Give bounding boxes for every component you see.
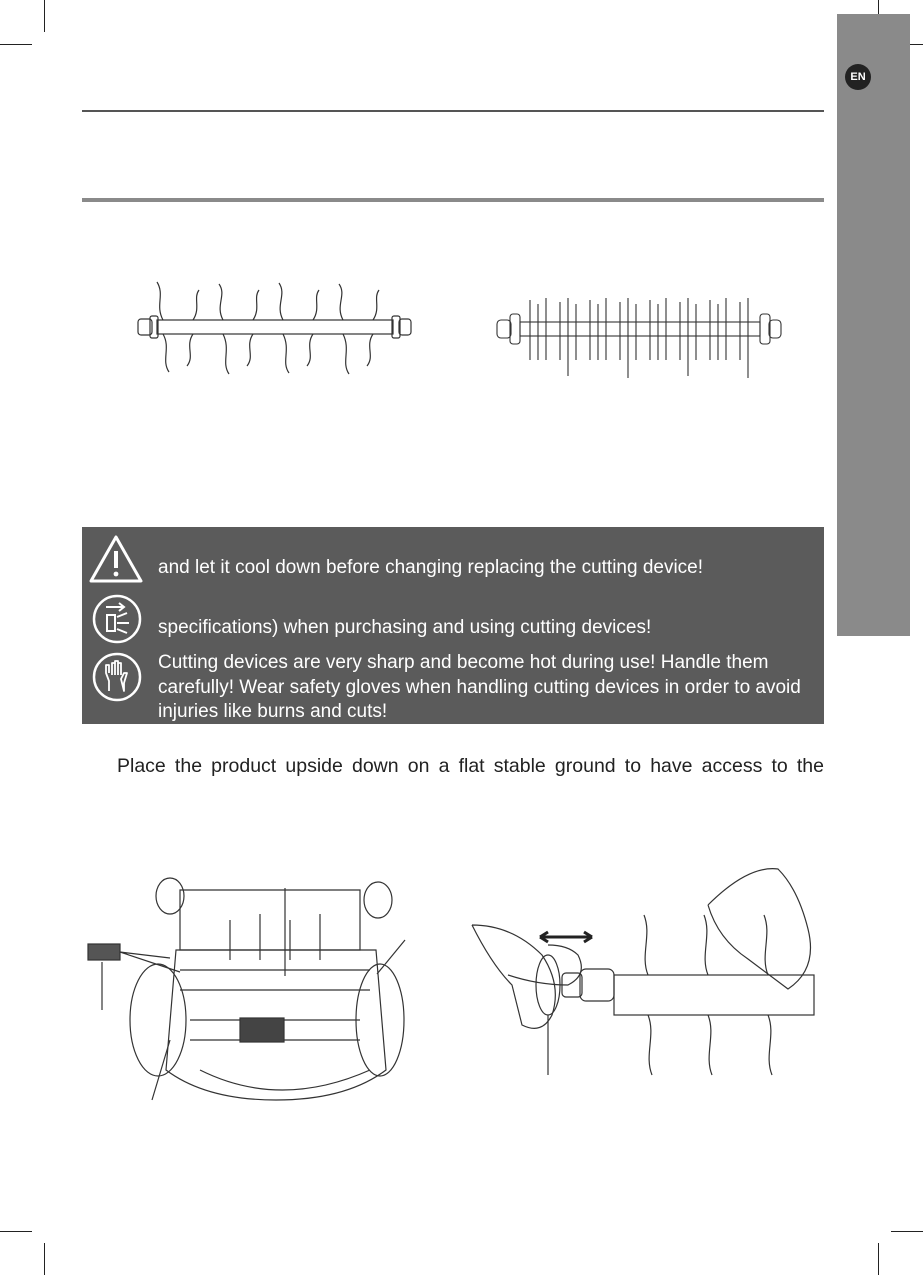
warning-text-1: and let it cool down before changing replacing the cutting device! — [158, 557, 704, 578]
scarifier-roller-illustration — [494, 290, 784, 380]
instruction-text: Place the product upside down on a flat stable ground to have access to the — [117, 755, 824, 777]
crop-mark — [891, 1231, 923, 1232]
language-side-tab — [837, 14, 910, 636]
warning-text-3: Cutting devices are very sharp and become hot during use! Handle them carefully! Wear safety gloves when handling cutting devices in order to avoid injuries like burns and cuts! — [158, 652, 801, 722]
crop-mark — [0, 1231, 32, 1232]
aerator-roller-illustration — [135, 280, 415, 375]
top-rule — [82, 110, 824, 112]
warning-text-2: specifications) when purchasing and using cutting devices! — [158, 617, 652, 638]
crop-mark — [0, 44, 32, 45]
crop-mark — [44, 1243, 45, 1275]
crop-mark — [878, 1243, 879, 1275]
roller-removal-illustration — [468, 865, 828, 1085]
mower-underside-illustration — [80, 870, 420, 1110]
section-rule — [82, 198, 824, 202]
safety-gloves-icon — [91, 651, 143, 703]
warning-triangle-icon — [88, 533, 144, 585]
manual-consult-icon — [91, 593, 143, 645]
language-badge: EN — [845, 64, 871, 90]
safety-warning-box — [82, 527, 824, 724]
crop-mark — [44, 0, 45, 32]
